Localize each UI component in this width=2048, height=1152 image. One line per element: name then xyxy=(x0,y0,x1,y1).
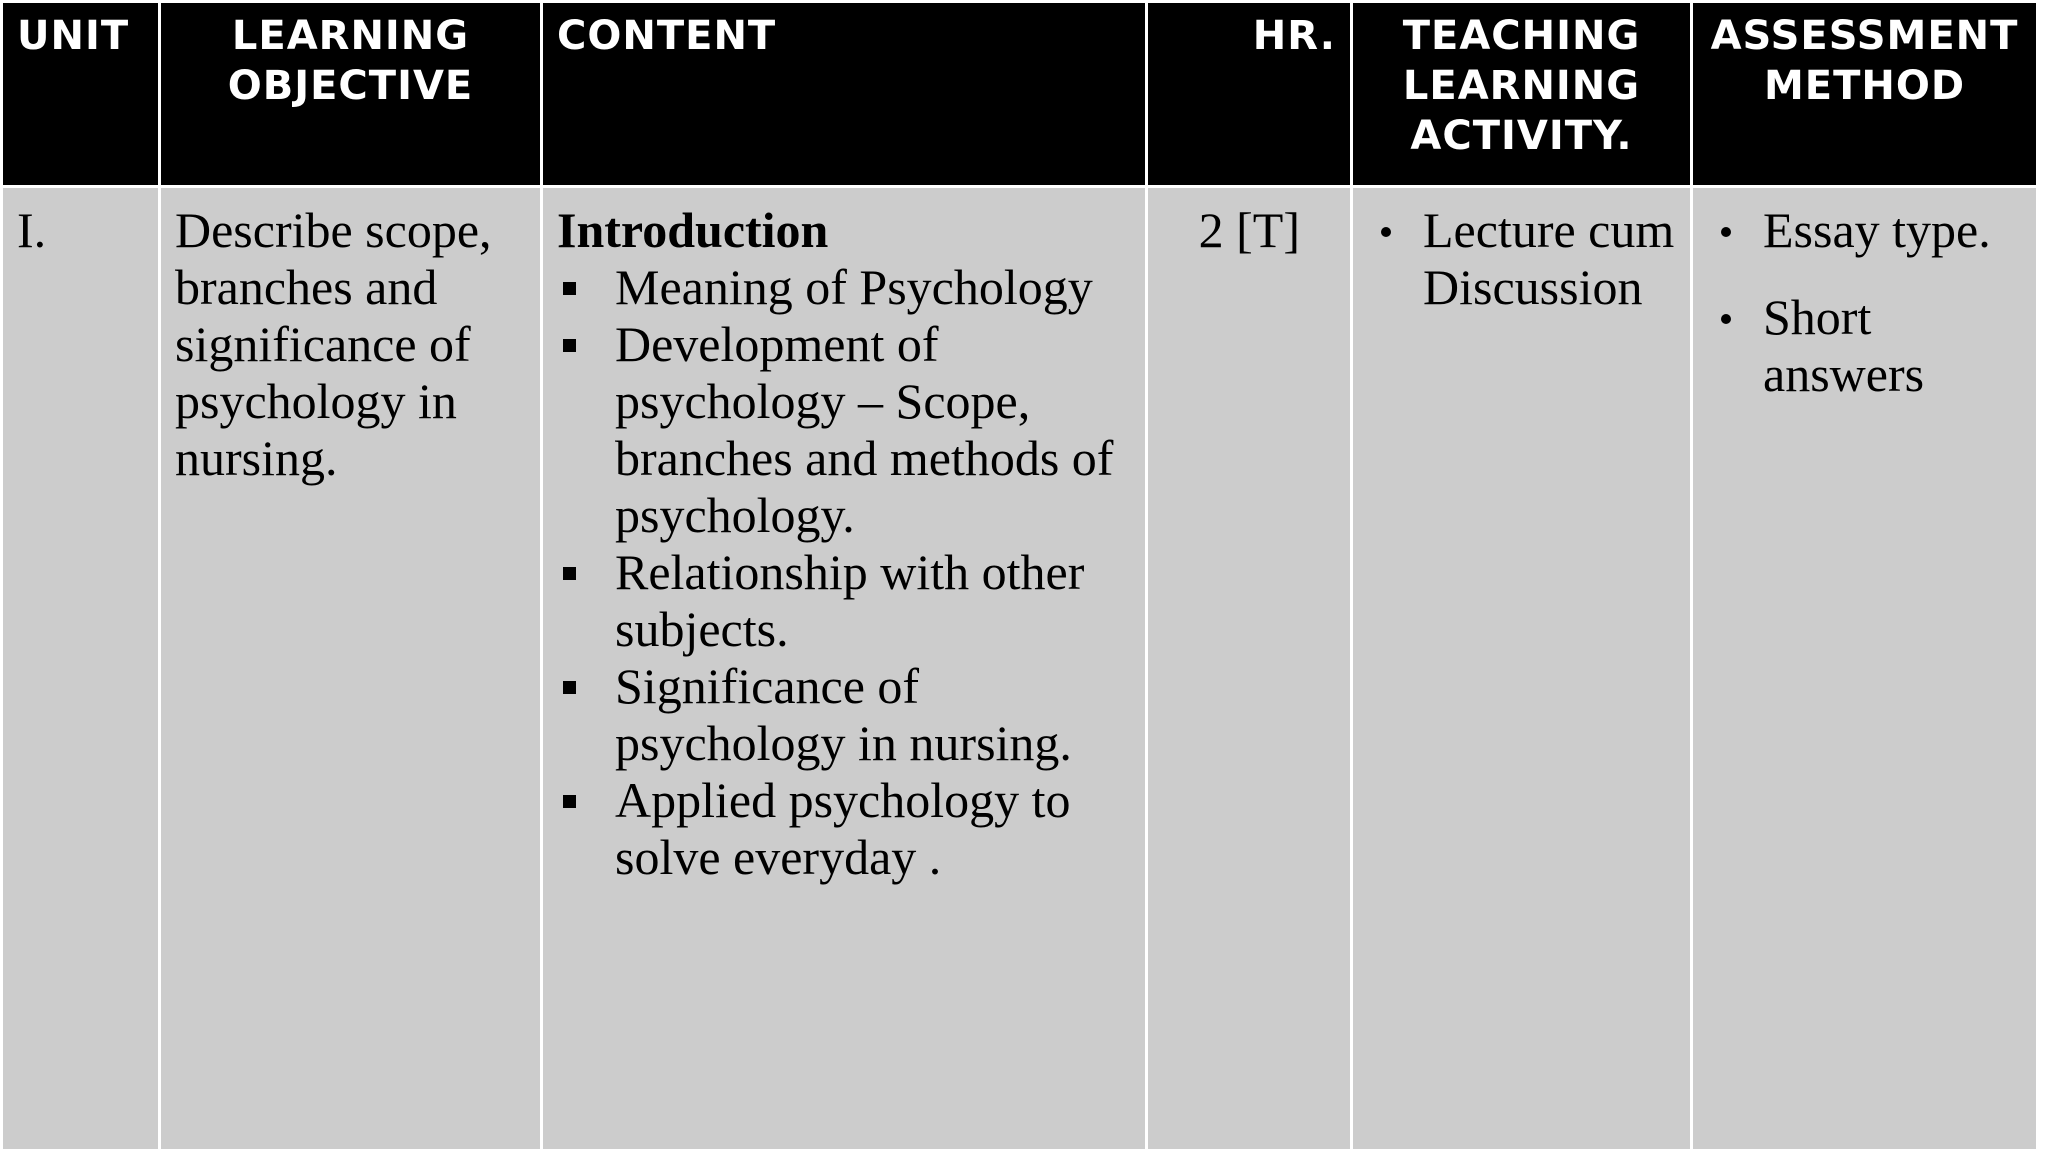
header-learning-objective: LEARNING OBJECTIVE xyxy=(160,2,542,187)
list-item-text: Meaning of Psychology xyxy=(615,259,1093,315)
cell-assessment-method xyxy=(1692,187,2038,1151)
header-assessment-method: ASSESSMENT METHOD xyxy=(1692,2,2038,187)
list-item xyxy=(1707,202,2022,259)
list-item xyxy=(557,544,1131,658)
list-item xyxy=(557,316,1131,544)
list-item-text: Relationship with other subjects. xyxy=(615,544,1085,657)
list-item-text: Significance of psychology in nursing. xyxy=(615,658,1072,771)
dot-bullet-icon xyxy=(1721,227,1731,237)
cell-hours: 2 [T] xyxy=(1147,187,1352,1151)
square-bullet-icon xyxy=(563,681,576,694)
header-content: CONTENT xyxy=(542,2,1147,187)
square-bullet-icon xyxy=(563,282,576,295)
list-item xyxy=(557,772,1131,886)
list-item-text: Short answers xyxy=(1763,289,1925,402)
list-item xyxy=(557,259,1131,316)
square-bullet-icon xyxy=(563,339,576,352)
header-teaching-learning-activity: TEACHING LEARNING ACTIVITY. xyxy=(1352,2,1692,187)
cell-unit: I. xyxy=(2,187,160,1151)
cell-learning-objective: Describe scope, branches and significance of psychology in nursing. xyxy=(160,187,542,1151)
cell-teaching-learning-activity xyxy=(1352,187,1692,1151)
teaching-activity-list xyxy=(1367,202,1676,316)
square-bullet-icon xyxy=(563,567,576,580)
cell-content xyxy=(542,187,1147,1151)
list-item xyxy=(557,658,1131,772)
list-item-text: Essay type. xyxy=(1763,202,1991,258)
list-item-text: Development of psychology – Scope, branches and methods of psychology. xyxy=(615,316,1114,543)
content-title: Introduction xyxy=(557,202,829,258)
dot-bullet-icon xyxy=(1721,314,1731,324)
table-row xyxy=(2,187,2038,1151)
list-item xyxy=(1367,202,1676,316)
header-unit: UNIT xyxy=(2,2,160,187)
assessment-method-list xyxy=(1707,202,2022,403)
table-header xyxy=(2,2,2038,187)
header-row xyxy=(2,2,2038,187)
table-body xyxy=(2,187,2038,1151)
content-list xyxy=(557,259,1131,886)
list-item-text: Lecture cum Discussion xyxy=(1423,202,1675,315)
square-bullet-icon xyxy=(563,795,576,808)
dot-bullet-icon xyxy=(1381,227,1391,237)
list-item xyxy=(1707,289,2022,403)
list-item-text: Applied psychology to solve everyday . xyxy=(615,772,1071,885)
header-hours: HR. xyxy=(1147,2,1352,187)
